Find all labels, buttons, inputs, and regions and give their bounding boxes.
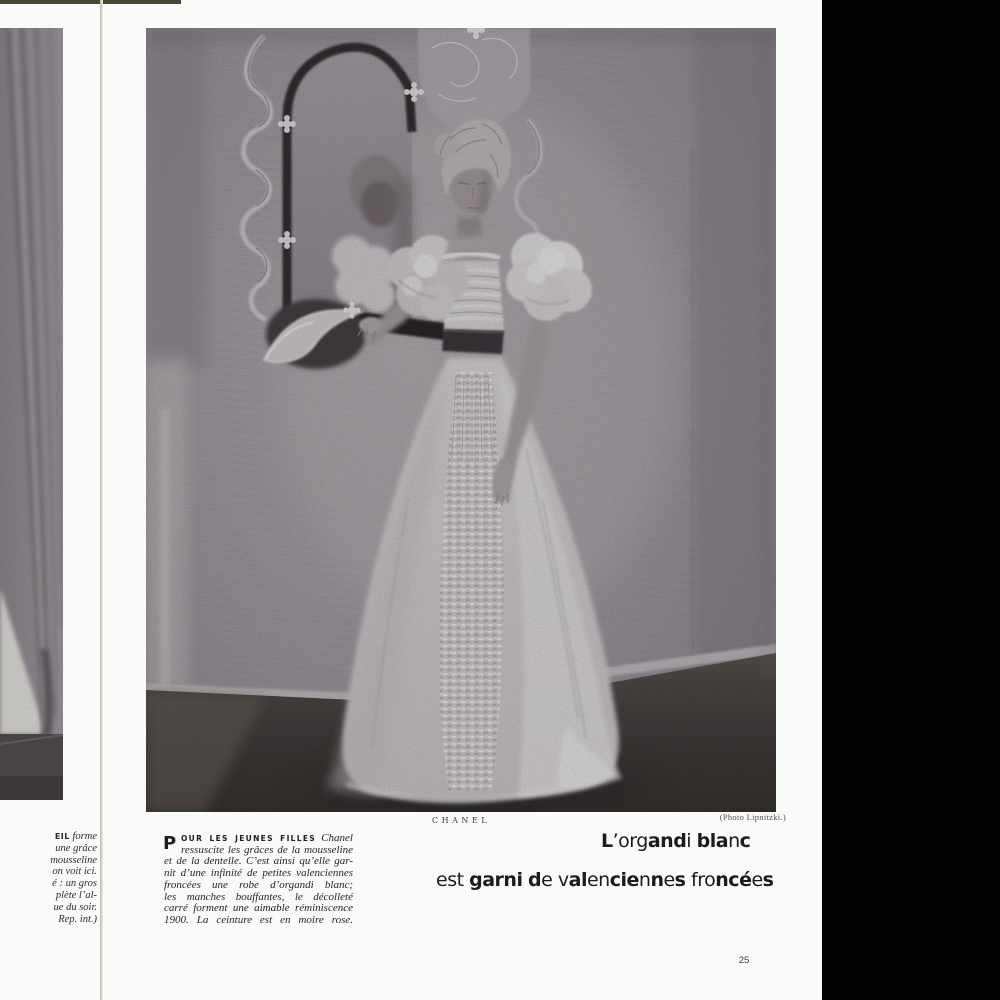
caption-line: nit d’une infinité de petites valenciennes (164, 867, 353, 880)
fragment-line: on voit ici. (52, 866, 97, 878)
caption-line: 1900. La ceinture est en moire rose. (164, 913, 353, 926)
fragment-line: EIL forme (54, 831, 97, 842)
page-gutter-line (100, 0, 103, 1000)
fashion-photograph (146, 28, 776, 812)
caption-line: OUR LES JEUNES FILLES Chanel (181, 832, 353, 844)
curtain-photo-graphic (0, 28, 63, 800)
fragment-line: une grâce (55, 842, 97, 854)
designer-caption: CHANEL (431, 816, 491, 825)
headline-line-2: est garni de valenciennes froncées (436, 869, 774, 891)
caption-line: carré forment une aimable réminiscence (164, 902, 353, 915)
left-page-text-fragment (0, 831, 97, 925)
page-number: 25 (738, 955, 750, 966)
photo-graphic (146, 28, 776, 812)
headline-line-1: L’organdi blanc (601, 830, 751, 852)
scan-black-border (822, 0, 1000, 1000)
scan-edge-strip (0, 0, 181, 4)
left-page-photo-fragment (0, 28, 63, 800)
fragment-line: é : un gros (52, 878, 97, 890)
photo-credit: (Photo Lipnitzki.) (719, 812, 786, 822)
fragment-line: plète l’al- (55, 889, 97, 901)
caption-line: froncées une robe d’organdi blanc; (164, 878, 353, 891)
caption-block (164, 833, 353, 927)
caption-drop-cap: P (163, 833, 177, 854)
caption-line: ressuscite les grâces de la mousseline (181, 843, 353, 856)
caption-line: les manches bouffantes, le décolleté (164, 890, 353, 903)
fragment-line: Rep. int.) (58, 913, 97, 925)
caption-line: et de la dentelle. C’est ainsi qu’elle gar- (164, 855, 353, 868)
fragment-line: mousseline (50, 854, 97, 866)
fragment-line: ue du soir. (53, 901, 97, 913)
